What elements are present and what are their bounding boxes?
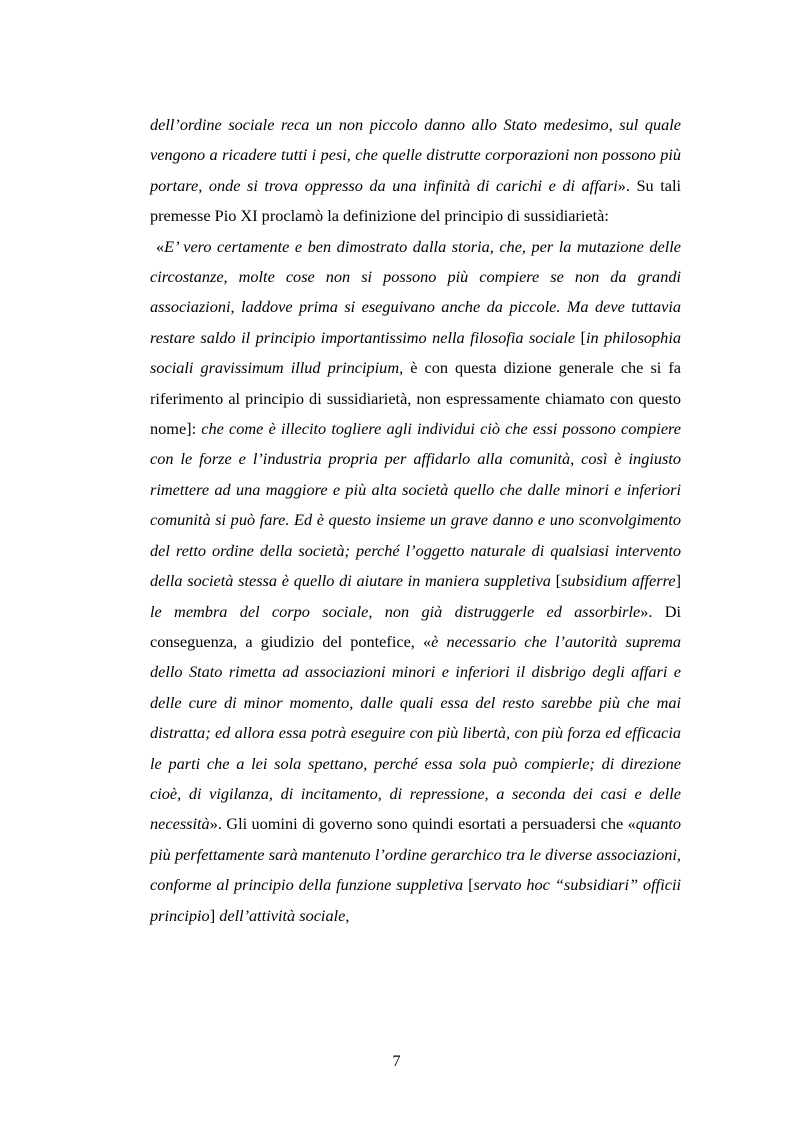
text-run: [: [580, 327, 586, 347]
text-run: E’ vero certamente e ben dimostrato dalla storia, che, per la mutazione delle circostanze, molte cose non si possono più compiere se non da grandi associazioni, laddove prima si eseguivano anche da piccole. Ma deve tuttavia restare saldo il principio importantissimo nella filosofia sociale: [150, 236, 681, 347]
text-run: ». Su tali premesse Pio XI proclamò la definizione del principio di sussidiarietà:: [150, 175, 681, 226]
text-run: subsidium afferre: [561, 571, 676, 591]
text-run: ». Di conseguenza, a giudizio del pontefice, «: [150, 601, 682, 651]
text-run: ]: [675, 571, 681, 591]
text-run: è con questa dizione generale che si fa riferimento al principio di sussidiarietà, non espressamente chiamato con questo nome]:: [150, 358, 682, 439]
text-run: ». Gli uomini di governo sono quindi esortati a persuadersi che «: [209, 814, 636, 834]
text-run: dell’attività sociale,: [219, 905, 350, 925]
page-number: 7: [392, 1053, 401, 1070]
text-run: in philosophia sociali gravissimum illud principium,: [150, 327, 681, 378]
body-text: [150, 110, 681, 931]
paragraph-2: [150, 232, 681, 931]
text-run: [: [555, 571, 562, 591]
text-run: le membra del corpo sociale, non già distruggerle ed assorbirle: [150, 601, 641, 621]
text-run: ]: [209, 905, 220, 925]
text-run: dell’ordine sociale reca un non piccolo danno allo Stato medesimo, sul quale vengono a ricadere tutti i pesi, che quelle distrutte corporazioni non possono più portare, onde si trova oppresso da una infinità di carichi e di affari: [150, 115, 681, 195]
paragraph-1: [150, 110, 681, 232]
text-run: [: [468, 875, 474, 895]
text-run: che come è illecito togliere agli individui ciò che essi possono compiere con le forze e l’industria propria per affidarlo alla comunità, così è ingiusto rimettere ad una maggiore e più alta società quello che dalle minori e inferiori comunità si può fare. Ed è questo insieme un grave danno e uno sconvolgimento del retto ordine della società; perché l’oggetto naturale di qualsiasi intervento della società stessa è quello di aiutare in maniera suppletiva: [150, 419, 682, 591]
text-run: è necessario che l’autorità suprema dello Stato rimetta ad associazioni minori e inferiori il disbrigo degli affari e delle cure di minor momento, dalle quali essa del resto sarebbe più che mai distratta; ed allora essa potrà eseguire con più libertà, con più forza ed efficacia le parti che a lei sola spettano, perché essa sola può compierle; di direzione cioè, di vigilanza, di incitamento, di repressione, a seconda dei casi e delle necessità: [150, 631, 681, 834]
text-run: quanto più perfettamente sarà mantenuto l’ordine gerarchico tra le diverse associazioni, conforme al principio della funzione suppletiva: [150, 814, 681, 895]
text-run: servato hoc “subsidiari” officii principio: [150, 875, 682, 925]
text-run: «: [156, 236, 165, 256]
